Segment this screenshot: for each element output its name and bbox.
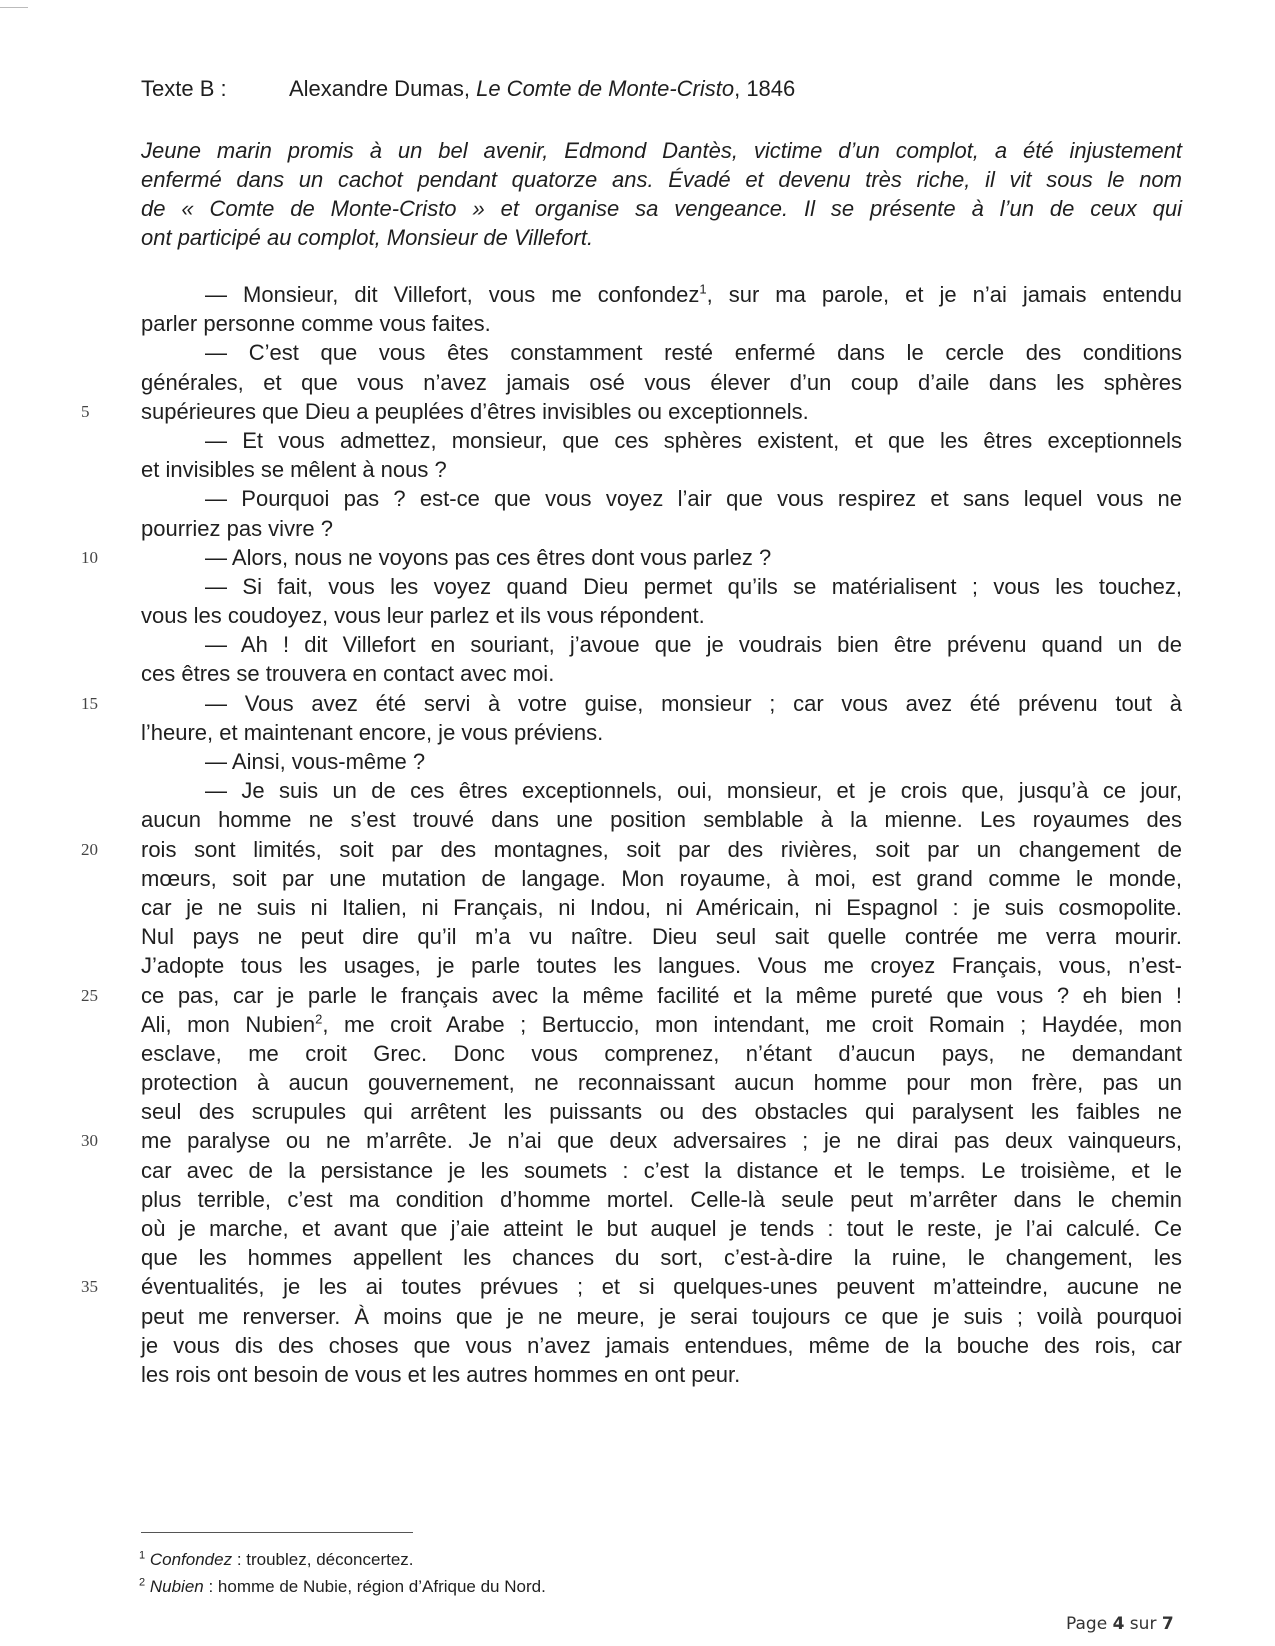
text-line: — Je suis un de ces êtres exceptionnels, oui, monsieur, et je crois que, jusqu’à ce jour, bbox=[205, 778, 1182, 804]
text-line: que les hommes appellent les chances du sort, c’est-à-dire la ruine, le changement, les bbox=[141, 1245, 1182, 1271]
footnote-term: Confondez bbox=[149, 1550, 233, 1569]
text-line: esclave, me croit Grec. Donc vous comprenez, n’étant d’aucun pays, ne demandant bbox=[141, 1040, 1182, 1066]
intro-paragraph bbox=[141, 136, 1182, 252]
line-number: 20 bbox=[81, 839, 98, 859]
footnote-separator bbox=[141, 1532, 413, 1533]
text-line: car avec de la persistance je les soumets : c’est la distance et le temps. Le troisième, et le bbox=[141, 1157, 1182, 1183]
footnote-term: Nubien bbox=[149, 1577, 204, 1596]
text-line: 20 rois sont limités, soit par des montagnes, soit par des rivières, soit par un changement de bbox=[141, 835, 1182, 864]
text-line: 35 éventualités, je les ai toutes prévues ; et si quelques-unes peuvent m’atteindre, aucune ne bbox=[141, 1272, 1182, 1301]
text-line: pourriez pas vivre ? bbox=[141, 515, 333, 541]
scan-corner-mark bbox=[0, 0, 28, 8]
text-line: et invisibles se mêlent à nous ? bbox=[141, 457, 447, 483]
text-line: Ali, mon Nubien$^2$, me croit Arabe ; Bertuccio, mon intendant, me croit Romain ; Haydée, mon bbox=[141, 1011, 1182, 1037]
footnote-ref: 1 bbox=[699, 281, 707, 297]
line-number: 5 bbox=[81, 401, 90, 421]
excerpt-body bbox=[81, 280, 1183, 1389]
text-line: J’adopte tous les usages, je parle toutes les langues. Vous me croyez Français, vous, n’est- bbox=[141, 953, 1182, 979]
text-line: seul des scrupules qui arrêtent les puissants ou des obstacles qui paralysent les faibles ne bbox=[141, 1099, 1182, 1125]
text-line: 5 supérieures que Dieu a peuplées d’êtres invisibles ou exceptionnels. bbox=[141, 397, 1182, 426]
footnote: $^2$ Nubien : homme de Nubie, région d’Afrique du Nord. bbox=[139, 1576, 546, 1596]
text-line: plus terrible, c’est ma condition d’homme mortel. Celle-là seule peut m’arrêter dans le chemin bbox=[141, 1186, 1182, 1212]
intro-line: de « Comte de Monte-Cristo » et organise sa vengeance. Il se présente à l’un de ceux qui bbox=[141, 196, 1182, 221]
publication-year: , 1846 bbox=[734, 76, 796, 101]
text-line: 15 — Vous avez été servi à votre guise, monsieur ; car vous avez été prévenu tout à bbox=[141, 689, 1182, 718]
text-line: peut me renverser. À moins que je ne meure, je serai toujours ce que je suis ; voilà pourquoi bbox=[141, 1303, 1182, 1329]
text-line: 30 me paralyse ou ne m’arrête. Je n’ai que deux adversaires ; je ne dirai pas deux vainqueurs, bbox=[141, 1126, 1182, 1155]
text-line: protection à aucun gouvernement, ne reconnaissant aucun homme pour mon frère, pas un bbox=[141, 1070, 1182, 1096]
text-line: aucun homme ne s’est trouvé dans une position semblable à la mienne. Les royaumes des bbox=[141, 807, 1182, 833]
text-line: ces êtres se trouvera en contact avec moi. bbox=[141, 661, 555, 687]
line-number: 25 bbox=[81, 985, 98, 1005]
text-line: — Monsieur, dit Villefort, vous me confondez$^1$, sur ma parole, et je n’ai jamais entendu bbox=[205, 281, 1183, 307]
text-header bbox=[141, 76, 795, 102]
text-line: parler personne comme vous faites. bbox=[141, 311, 491, 337]
text-label: Texte B : bbox=[141, 76, 227, 101]
text-line: — Pourquoi pas ? est-ce que vous voyez l’air que vous respirez et sans lequel vous ne bbox=[205, 486, 1182, 512]
text-line: vous les coudoyez, vous leur parlez et ils vous répondent. bbox=[141, 603, 705, 629]
text-line: les rois ont besoin de vous et les autres hommes en ont peur. bbox=[141, 1361, 741, 1387]
text-line: générales, et que vous n’avez jamais osé vous élever d’un coup d’aile dans les sphères bbox=[141, 369, 1182, 395]
line-number: 10 bbox=[81, 547, 98, 567]
page-number: Page 4 sur 7 bbox=[1066, 1614, 1174, 1634]
line-number: 30 bbox=[81, 1131, 98, 1151]
text-line: — Et vous admettez, monsieur, que ces sphères existent, et que les êtres exceptionnels bbox=[205, 427, 1182, 453]
intro-line: enfermé dans un cachot pendant quatorze ans. Évadé et devenu très riche, il vit sous le nom bbox=[141, 167, 1182, 192]
text-line: — Si fait, vous les voyez quand Dieu permet qu’ils se matérialisent ; vous les touchez, bbox=[205, 573, 1182, 599]
text-line: mœurs, soit par une mutation de langage. Mon royaume, à moi, est grand comme le monde, bbox=[141, 865, 1182, 891]
footnote: $^1$ Confondez : troublez, déconcertez. bbox=[139, 1549, 414, 1569]
text-line: Nul pays ne peut dire qu’il m’a vu naître. Dieu seul sait quelle contrée me verra mourir. bbox=[141, 924, 1182, 950]
intro-line: ont participé au complot, Monsieur de Villefort. bbox=[141, 225, 594, 250]
work-title: Le Comte de Monte-Cristo bbox=[476, 76, 735, 101]
text-line: je vous dis des choses que vous n’avez jamais entendues, même de la bouche des rois, car bbox=[141, 1332, 1182, 1358]
footnotes bbox=[139, 1546, 546, 1600]
text-line: où je marche, et avant que j’aie atteint le but auquel je tends : tout le reste, je l’ai calculé. Ce bbox=[141, 1216, 1182, 1241]
text-line: l’heure, et maintenant encore, je vous préviens. bbox=[141, 719, 604, 745]
footnote-ref: 2 bbox=[315, 1011, 323, 1027]
text-line: car je ne suis ni Italien, ni Français, ni Indou, ni Américain, ni Espagnol : je suis cosmopolite. bbox=[141, 894, 1182, 920]
line-number: 35 bbox=[81, 1277, 98, 1297]
text-line: — Ah ! dit Villefort en souriant, j’avoue que je voudrais bien être prévenu quand un de bbox=[205, 632, 1182, 658]
text-line: 25 ce pas, car je parle le français avec la même facilité et la même pureté que vous ? eh bien ! bbox=[141, 981, 1182, 1010]
author: Alexandre Dumas, bbox=[289, 76, 477, 101]
text-line: 10 — Alors, nous ne voyons pas ces êtres dont vous parlez ? bbox=[141, 543, 1182, 572]
line-number: 15 bbox=[81, 693, 98, 713]
text-line: — Ainsi, vous-même ? bbox=[205, 749, 426, 774]
text-line: — C’est que vous êtes constamment resté enfermé dans le cercle des conditions bbox=[205, 340, 1182, 366]
intro-line: Jeune marin promis à un bel avenir, Edmond Dantès, victime d’un complot, a été injustement bbox=[141, 138, 1182, 163]
